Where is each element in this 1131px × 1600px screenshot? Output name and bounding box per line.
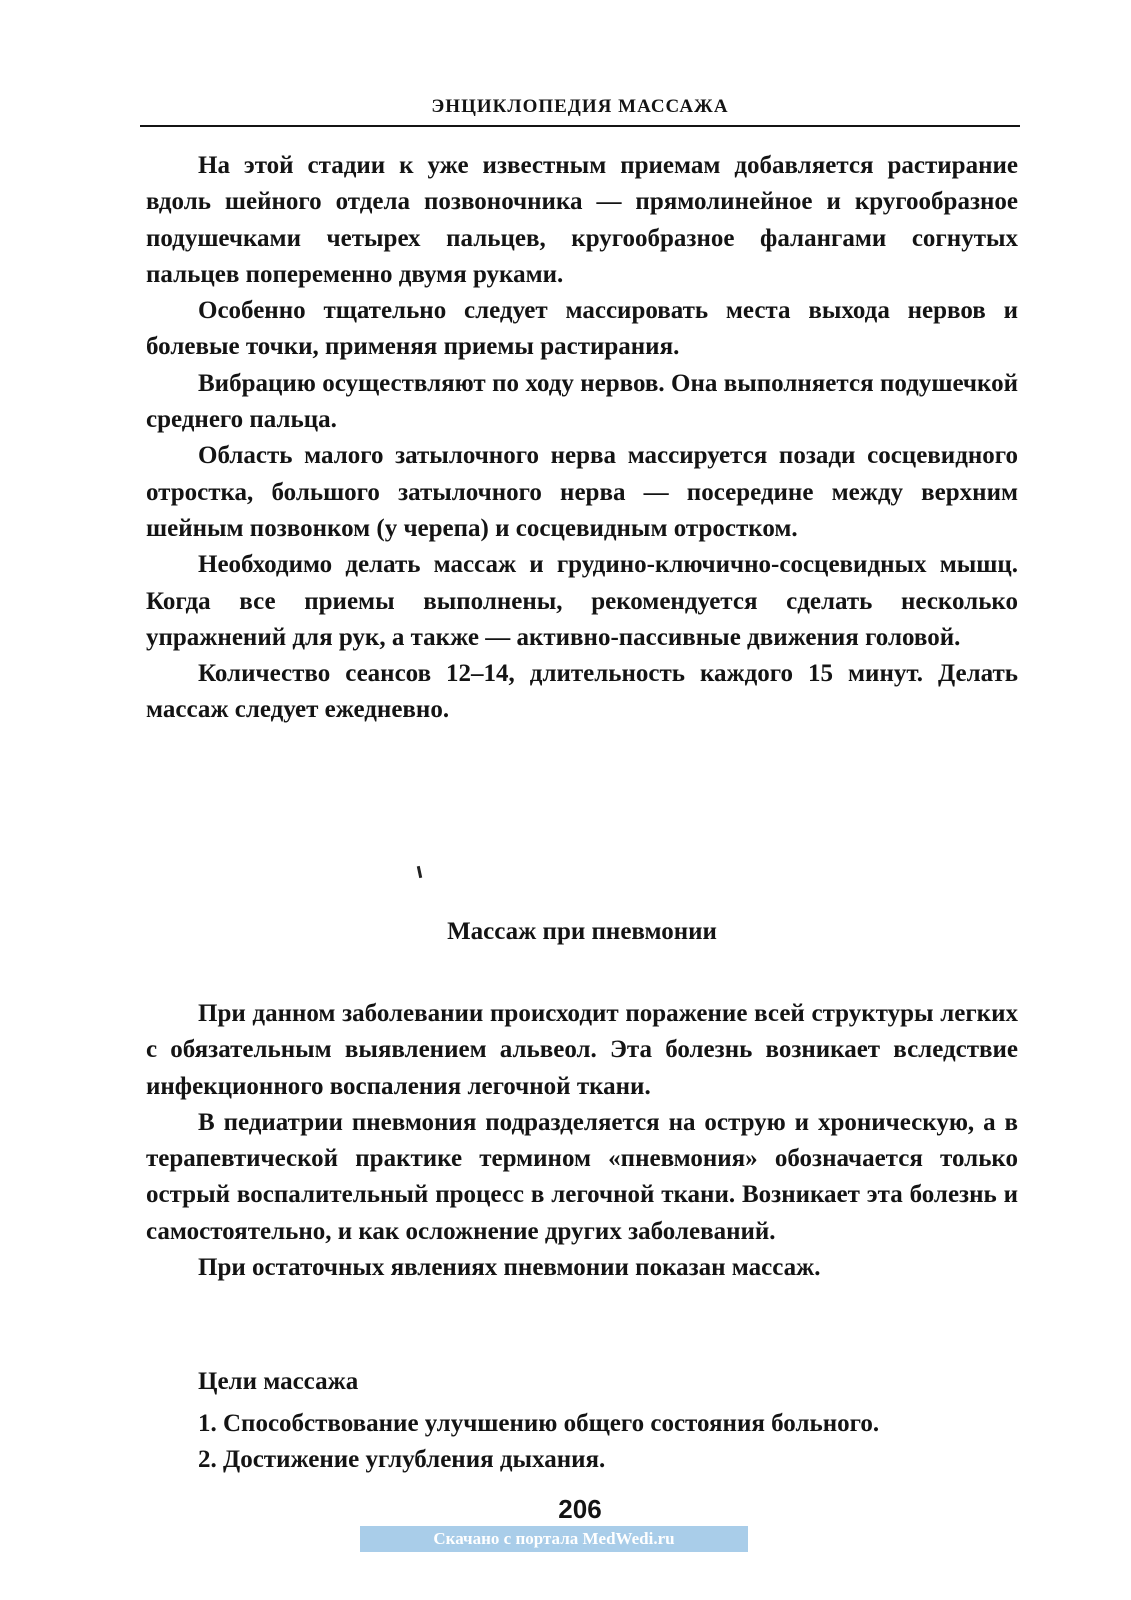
- list-item: 1. Способствование улучшению общего состояния больного.: [198, 1410, 880, 1437]
- list-item: 2. Достижение углубления дыхания.: [198, 1446, 606, 1474]
- page-number: 206: [558, 1494, 602, 1524]
- main-text: [146, 148, 1018, 729]
- goals-list: [198, 1406, 1028, 1479]
- paragraph: Область малого затылочного нерва массируется позади сосцевидного отростка, большого затылочного нерва — посередине между верхним шейным позвонком (у черепа) и сосцевидным отростком.: [146, 442, 1018, 542]
- paragraph: Особенно тщательно следует массировать места выхода нервов и болевые точки, применяя приемы растирания.: [146, 297, 1018, 361]
- running-title: ЭНЦИКЛОПЕДИЯ МАССАЖА: [431, 96, 729, 117]
- paragraph: При данном заболевании происходит поражение всей структуры легких с обязательным выявлением альвеол. Эта болезнь возникает вследствие инфекционного воспаления легочной ткани.: [146, 1000, 1018, 1100]
- paragraph: На этой стадии к уже известным приемам добавляется растирание вдоль шейного отдела позвоночника — прямолинейное и кругообразное подушечками четырех пальцев, кругообразное фалангами согнутых пальцев попеременно двумя руками.: [146, 152, 1018, 288]
- header-rule: [140, 125, 1020, 127]
- paragraph: Необходимо делать массаж и грудино-ключично-сосцевидных мышц. Когда все приемы выполнены, рекомендуется сделать несколько упражнений для рук, а также — активно-пассивные движения головой.: [146, 551, 1018, 651]
- paragraph: Количество сеансов 12–14, длительность каждого 15 минут. Делать массаж следует ежедневно.: [146, 660, 1018, 724]
- section-title: Массаж при пневмонии: [447, 918, 717, 945]
- goals-heading: Цели массажа: [198, 1368, 359, 1395]
- watermark-banner: Скачано с портала MedWedi.ru: [360, 1526, 748, 1552]
- scan-artifact: [417, 866, 422, 878]
- paragraph: В педиатрии пневмония подразделяется на острую и хроническую, а в терапевтической практике термином «пневмония» обозначается только острый воспалительный процесс в легочной ткани. Возникает эта болезнь и самостоятельно, и как осложнение других заболеваний.: [146, 1108, 1018, 1245]
- section-text: [146, 996, 1018, 1286]
- paragraph: При остаточных явлениях пневмонии показан массаж.: [198, 1254, 821, 1282]
- paragraph: Вибрацию осуществляют по ходу нервов. Она выполняется подушечкой среднего пальца.: [146, 369, 1018, 434]
